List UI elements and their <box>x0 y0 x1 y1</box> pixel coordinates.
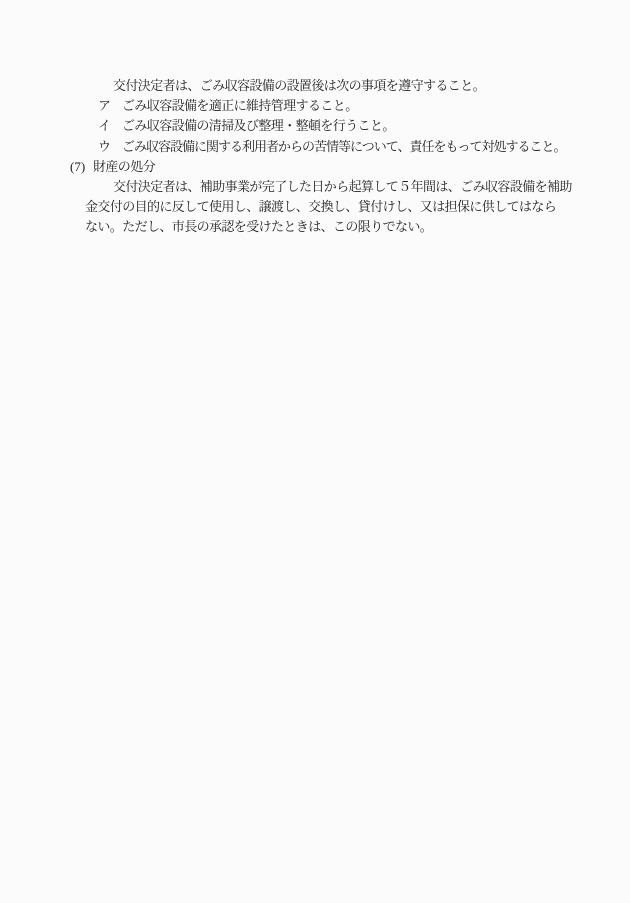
paragraph-line: ない。ただし、市長の承認を受けたときは、この限りでない。 <box>85 219 433 235</box>
document-content <box>0 76 630 238</box>
list-item-i <box>0 116 630 136</box>
paragraph-line: 金交付の目的に反して使用し、譲渡し、交換し、貸付けし、又は担保に供してはなら <box>85 199 557 215</box>
list-item-a <box>0 96 630 116</box>
section-title: 財産の処分 <box>93 158 156 174</box>
list-item-text: ごみ収容設備に関する利用者からの苦情等について、責任をもって対処すること。 <box>122 138 566 154</box>
list-item-label: ア <box>98 98 112 114</box>
list-item-text: ごみ収容設備を適正に維持管理すること。 <box>122 98 358 114</box>
preamble-line: 交付決定者は、ごみ収容設備の設置後は次の事項を遵守すること。 <box>113 78 486 93</box>
section-heading <box>0 157 630 177</box>
list-item-u <box>0 137 630 157</box>
list-item-text: ごみ収容設備の清掃及び整理・整頓を行うこと。 <box>122 118 395 134</box>
section-number: (7) <box>70 158 86 174</box>
paragraph-line: 交付決定者は、補助事業が完了した日から起算して５年間は、ごみ収容設備を補助 <box>113 179 572 195</box>
list-item-label: イ <box>98 118 112 134</box>
list-item-label: ウ <box>98 138 112 154</box>
